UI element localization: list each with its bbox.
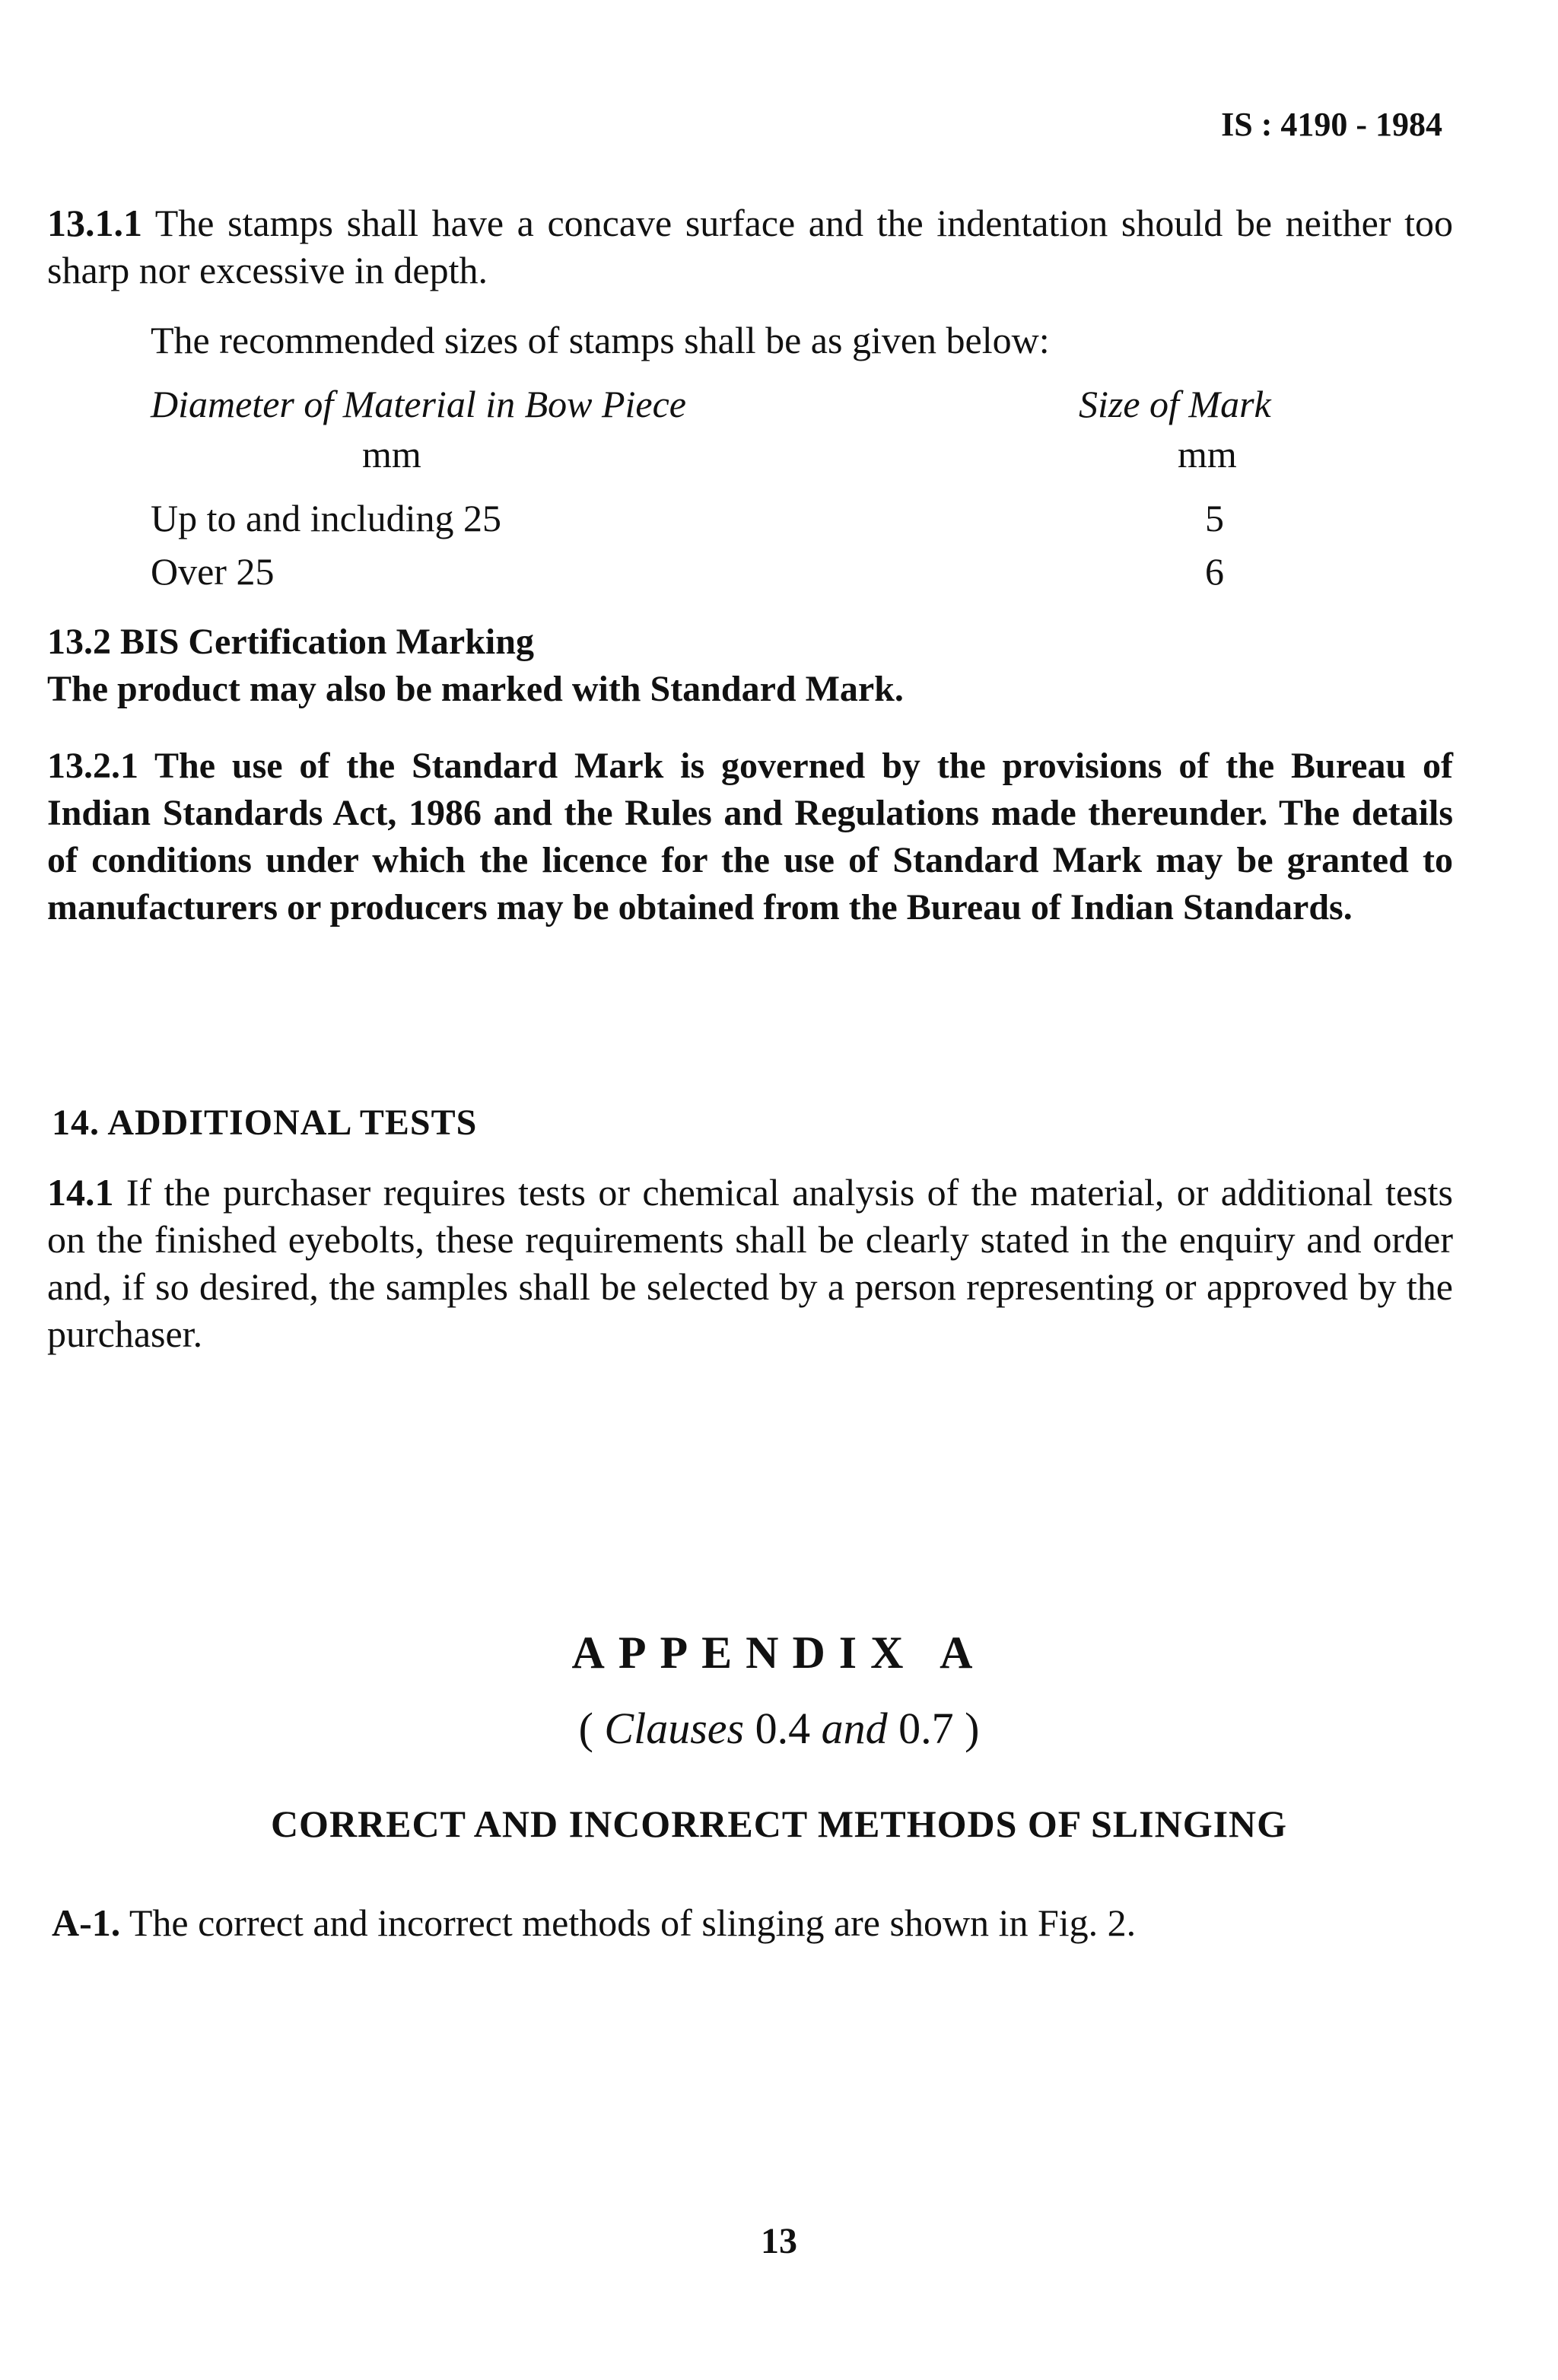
clause-13-2-text: The product may also be marked with Standard Mark. (47, 669, 904, 709)
clause-number: 13.2.1 (47, 746, 138, 786)
section-14-title: 14. ADDITIONAL TESTS (52, 1102, 478, 1143)
stamp-sizes-intro: The recommended sizes of stamps shall be as given below: (151, 319, 1050, 361)
ref-clauses-word: Clauses (604, 1704, 745, 1753)
table-header-size: Size of Mark (1079, 383, 1271, 425)
appendix-title: APPENDIX A (571, 1628, 987, 1678)
clause-a-1 (52, 1901, 1136, 1945)
clause-a-1-text: The correct and incorrect methods of slinging are shown in Fig. 2. (129, 1901, 1137, 1944)
ref-and-word: and (821, 1704, 888, 1753)
clause-text: If the purchaser requires tests or chemical analysis of the material, or additional tests on the finished eyebolts, these requirements shall be clearly stated in the enquiry and order and, if so desired, the samples shall be selected by a person representing or approved by the purchaser. (47, 1171, 1453, 1355)
clause-14-1 (47, 1169, 1453, 1357)
paren-close: ) (953, 1704, 980, 1753)
clause-number: 13.1.1 (47, 202, 142, 244)
table-row-2-diameter: Over 25 (151, 550, 275, 593)
table-header-diameter: Diameter of Material in Bow Piece (151, 383, 687, 425)
appendix-clause-reference (0, 1703, 1558, 1754)
paren-open: ( (578, 1704, 605, 1753)
clause-a-1-label: A-1. (52, 1901, 121, 1944)
clause-13-2-1 (47, 743, 1453, 931)
clause-number: 14.1 (47, 1171, 114, 1214)
table-unit-size: mm (1178, 433, 1237, 476)
ref-clause-1: 0.4 (744, 1704, 822, 1753)
clause-text: The use of the Standard Mark is governed by the provisions of the Bureau of Indian Standards Act, 1986 and the Rules and Regulations made thereunder. The details of conditions under which the licence for the use of Standard Mark may be granted to manufacturers or producers may be obtained from the Bureau of Indian Standards. (47, 746, 1454, 928)
clause-13-1-1 (47, 199, 1453, 294)
clause-13-2-heading: 13.2 BIS Certification Marking (47, 622, 534, 662)
table-unit-diameter: mm (362, 433, 421, 476)
page-number: 13 (761, 2221, 797, 2261)
table-row-1-size: 5 (1205, 497, 1224, 539)
table-row-1-diameter: Up to and including 25 (151, 497, 502, 539)
standard-code-header: IS : 4190 - 1984 (1221, 106, 1442, 143)
ref-clause-2: 0.7 (887, 1704, 954, 1753)
appendix-heading: CORRECT AND INCORRECT METHODS OF SLINGING (270, 1803, 1288, 1845)
clause-text: The stamps shall have a concave surface and the indentation should be neither too sharp nor excessive in depth. (47, 202, 1453, 291)
table-row-2-size: 6 (1205, 550, 1224, 593)
